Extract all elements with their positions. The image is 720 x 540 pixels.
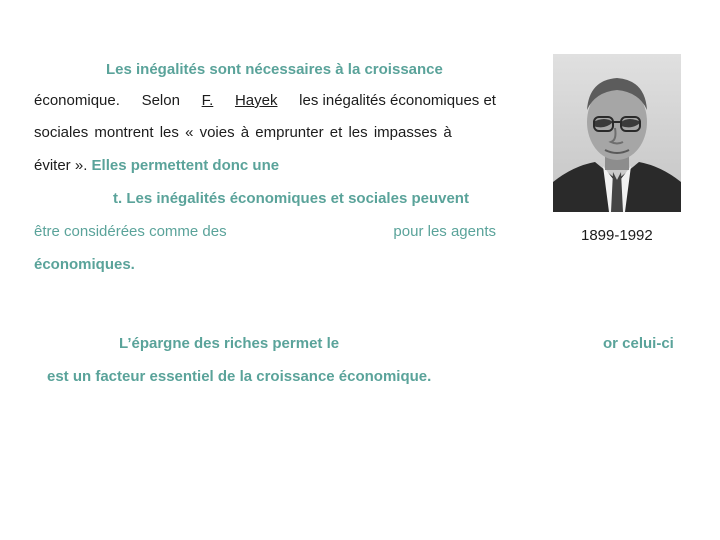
text-economique: économique.	[34, 92, 120, 109]
paragraph1-line4	[113, 189, 469, 209]
paragraph1-line2: sociales montrent les « voies à emprunter et les impasses à	[34, 124, 452, 141]
text-inegalites-sociales: Les inégalités économiques et sociales peuvent	[126, 190, 469, 207]
portrait-drawing	[553, 54, 681, 212]
text-f-initial: F.	[201, 92, 214, 109]
paragraph2-line2: est un facteur essentiel de la croissance économique.	[47, 368, 432, 385]
portrait-caption: 1899-1992	[581, 227, 653, 244]
text-agents: pour les agents	[393, 223, 496, 240]
paragraph1-line3	[34, 156, 279, 176]
text-considerees: être considérées comme des	[34, 223, 227, 240]
text-selon: Selon	[141, 92, 180, 109]
text-fragment-t: t.	[113, 190, 123, 207]
paragraph2-line1-start: L’épargne des riches permet le	[119, 335, 340, 352]
paragraph1-line6: économiques.	[34, 256, 135, 273]
paragraph1-line1	[34, 91, 496, 111]
text-hayek-link: Hayek	[234, 92, 278, 109]
paragraph2-line1-end: or celui-ci	[603, 335, 674, 352]
text-permettent: Elles permettent donc une	[91, 157, 280, 174]
text-eviter: éviter ».	[34, 157, 92, 174]
section-title: Les inégalités sont nécessaires à la croissance	[106, 61, 443, 78]
text-inegalites: les inégalités économiques et	[299, 92, 496, 109]
hayek-portrait	[553, 54, 681, 212]
